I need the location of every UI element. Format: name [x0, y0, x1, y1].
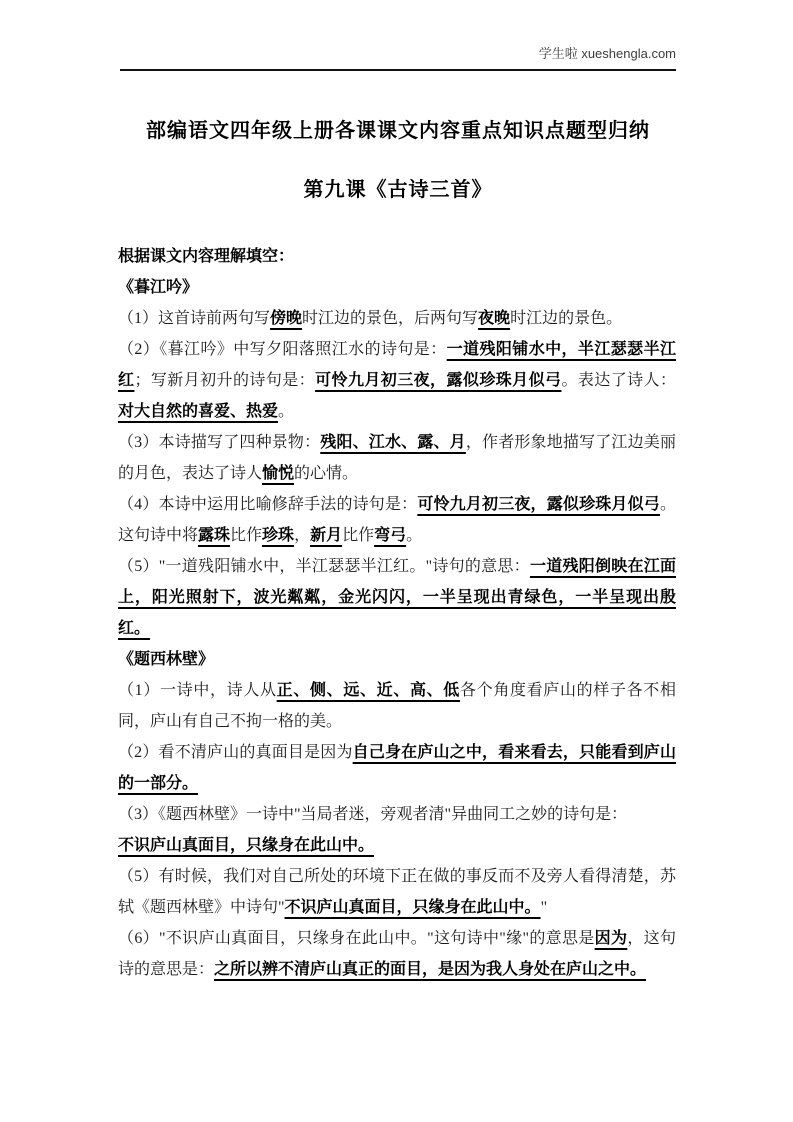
- section-heading-mujiangyin: [118, 272, 676, 303]
- text-run: 对大自然的喜爱、热爱: [118, 403, 279, 420]
- text-run: ，作者形象地描写了江边美丽的月色，表达了诗人: [118, 434, 676, 482]
- document-subtitle: 第九课《古诗三首》: [303, 179, 493, 201]
- item-mjy-5: [118, 551, 676, 644]
- text-run: 。: [406, 527, 423, 544]
- item-mjy-3: [118, 427, 676, 489]
- text-run: ": [540, 899, 548, 916]
- text-run: 残阳、江水、露、月: [320, 434, 466, 451]
- text-run: （1）一诗中，诗人从: [118, 682, 277, 699]
- item-mjy-4: [118, 489, 676, 551]
- site-watermark: 学生啦 xueshengla.com: [538, 46, 676, 61]
- text-run: 自己身在庐山之中，看来看去，只能看到庐山的一部分。: [118, 744, 676, 792]
- text-run: 之所以辨不清庐山真正的面目，是因为我人身处在庐山之中。: [214, 961, 647, 978]
- text-run: 正、侧、远、近、高、低: [276, 682, 460, 699]
- text-run: 新月: [310, 527, 343, 544]
- text-run: （5）有时候，我们对自己所处的环境下正在做的事反而不及旁人看得清楚，苏轼《题西林壁》中诗句": [118, 868, 676, 916]
- text-run: 不识庐山真面目，只缘身在此山中。: [284, 899, 541, 916]
- document-body: [118, 241, 676, 985]
- text-run: （4）本诗中运用比喻修辞手法的诗句是：: [118, 496, 418, 513]
- text-run: 。: [278, 403, 295, 420]
- text-run: 因为: [594, 930, 628, 947]
- text-run: 傍晚: [270, 310, 303, 327]
- text-run: 弯弓: [374, 527, 407, 544]
- text-run: （2）《暮江吟》中写夕阳落照江水的诗句是：: [118, 341, 447, 358]
- text-run: 愉悦: [262, 465, 295, 482]
- document-page: [0, 44, 793, 1122]
- text-run: 珍珠: [262, 527, 295, 544]
- text-run: ，这句诗的意思是：: [118, 930, 676, 978]
- text-run: 可怜九月初三夜，露似珍珠月似弓: [315, 372, 562, 389]
- text-run: （2）看不清庐山的真面目是因为: [118, 744, 353, 761]
- text-run: 可怜九月初三夜，露似珍珠月似弓: [417, 496, 660, 513]
- text-run: 的心情。: [294, 465, 359, 482]
- text-run: 《暮江吟》: [118, 279, 199, 296]
- text-run: 根据课文内容理解填空：: [118, 248, 295, 265]
- text-run: 《题西林壁》: [118, 651, 215, 668]
- text-run: （5）"一道残阳铺水中，半江瑟瑟半江红。"诗句的意思：: [118, 558, 530, 575]
- item-mjy-2: [118, 334, 676, 427]
- text-run: 比作: [342, 527, 375, 544]
- text-run: 。表达了诗人：: [561, 372, 676, 389]
- section-heading-tixilinbi: [118, 644, 676, 675]
- document-title: 部编语文四年级上册各课课文内容重点知识点题型归纳: [146, 120, 650, 142]
- text-run: （3）本诗描写了四种景物：: [118, 434, 321, 451]
- text-run: 时江边的景色。: [510, 310, 623, 327]
- text-run: （3）《题西林壁》一诗中"当局者迷，旁观者清"异曲同工之妙的诗句是：: [118, 806, 628, 823]
- text-run: 时江边的景色，后两句写: [302, 310, 479, 327]
- intro-line: [118, 241, 676, 272]
- item-mjy-1: [118, 303, 676, 334]
- text-run: 夜晚: [478, 310, 511, 327]
- item-txlb-1: [118, 675, 676, 737]
- text-run: （6）"不识庐山真面目，只缘身在此山中。"这句诗中"缘"的意思是: [118, 930, 595, 947]
- text-run: 不识庐山真面目，只缘身在此山中。: [118, 837, 375, 854]
- text-run: ；写新月初升的诗句是：: [134, 372, 316, 389]
- item-txlb-5: [118, 861, 676, 923]
- text-run: 。这句诗中将: [118, 496, 676, 544]
- item-txlb-3: [118, 799, 676, 861]
- text-run: 各个角度看庐山的样子各不相同，庐山有自己不拘一格的美。: [118, 682, 676, 730]
- text-run: ，: [294, 527, 311, 544]
- text-run: 比作: [230, 527, 263, 544]
- text-run: 露珠: [198, 527, 231, 544]
- text-run: （1）这首诗前两句写: [118, 310, 271, 327]
- item-txlb-2: [118, 737, 676, 799]
- text-run: 一道残阳铺水中，半江瑟瑟半江红: [118, 341, 676, 389]
- text-run: 一道残阳倒映在江面上，阳光照射下，波光粼粼，金光闪闪，一半呈现出青绿色，一半呈现出殷红。: [118, 558, 676, 637]
- page-header: [120, 44, 676, 71]
- item-txlb-6: [118, 923, 676, 985]
